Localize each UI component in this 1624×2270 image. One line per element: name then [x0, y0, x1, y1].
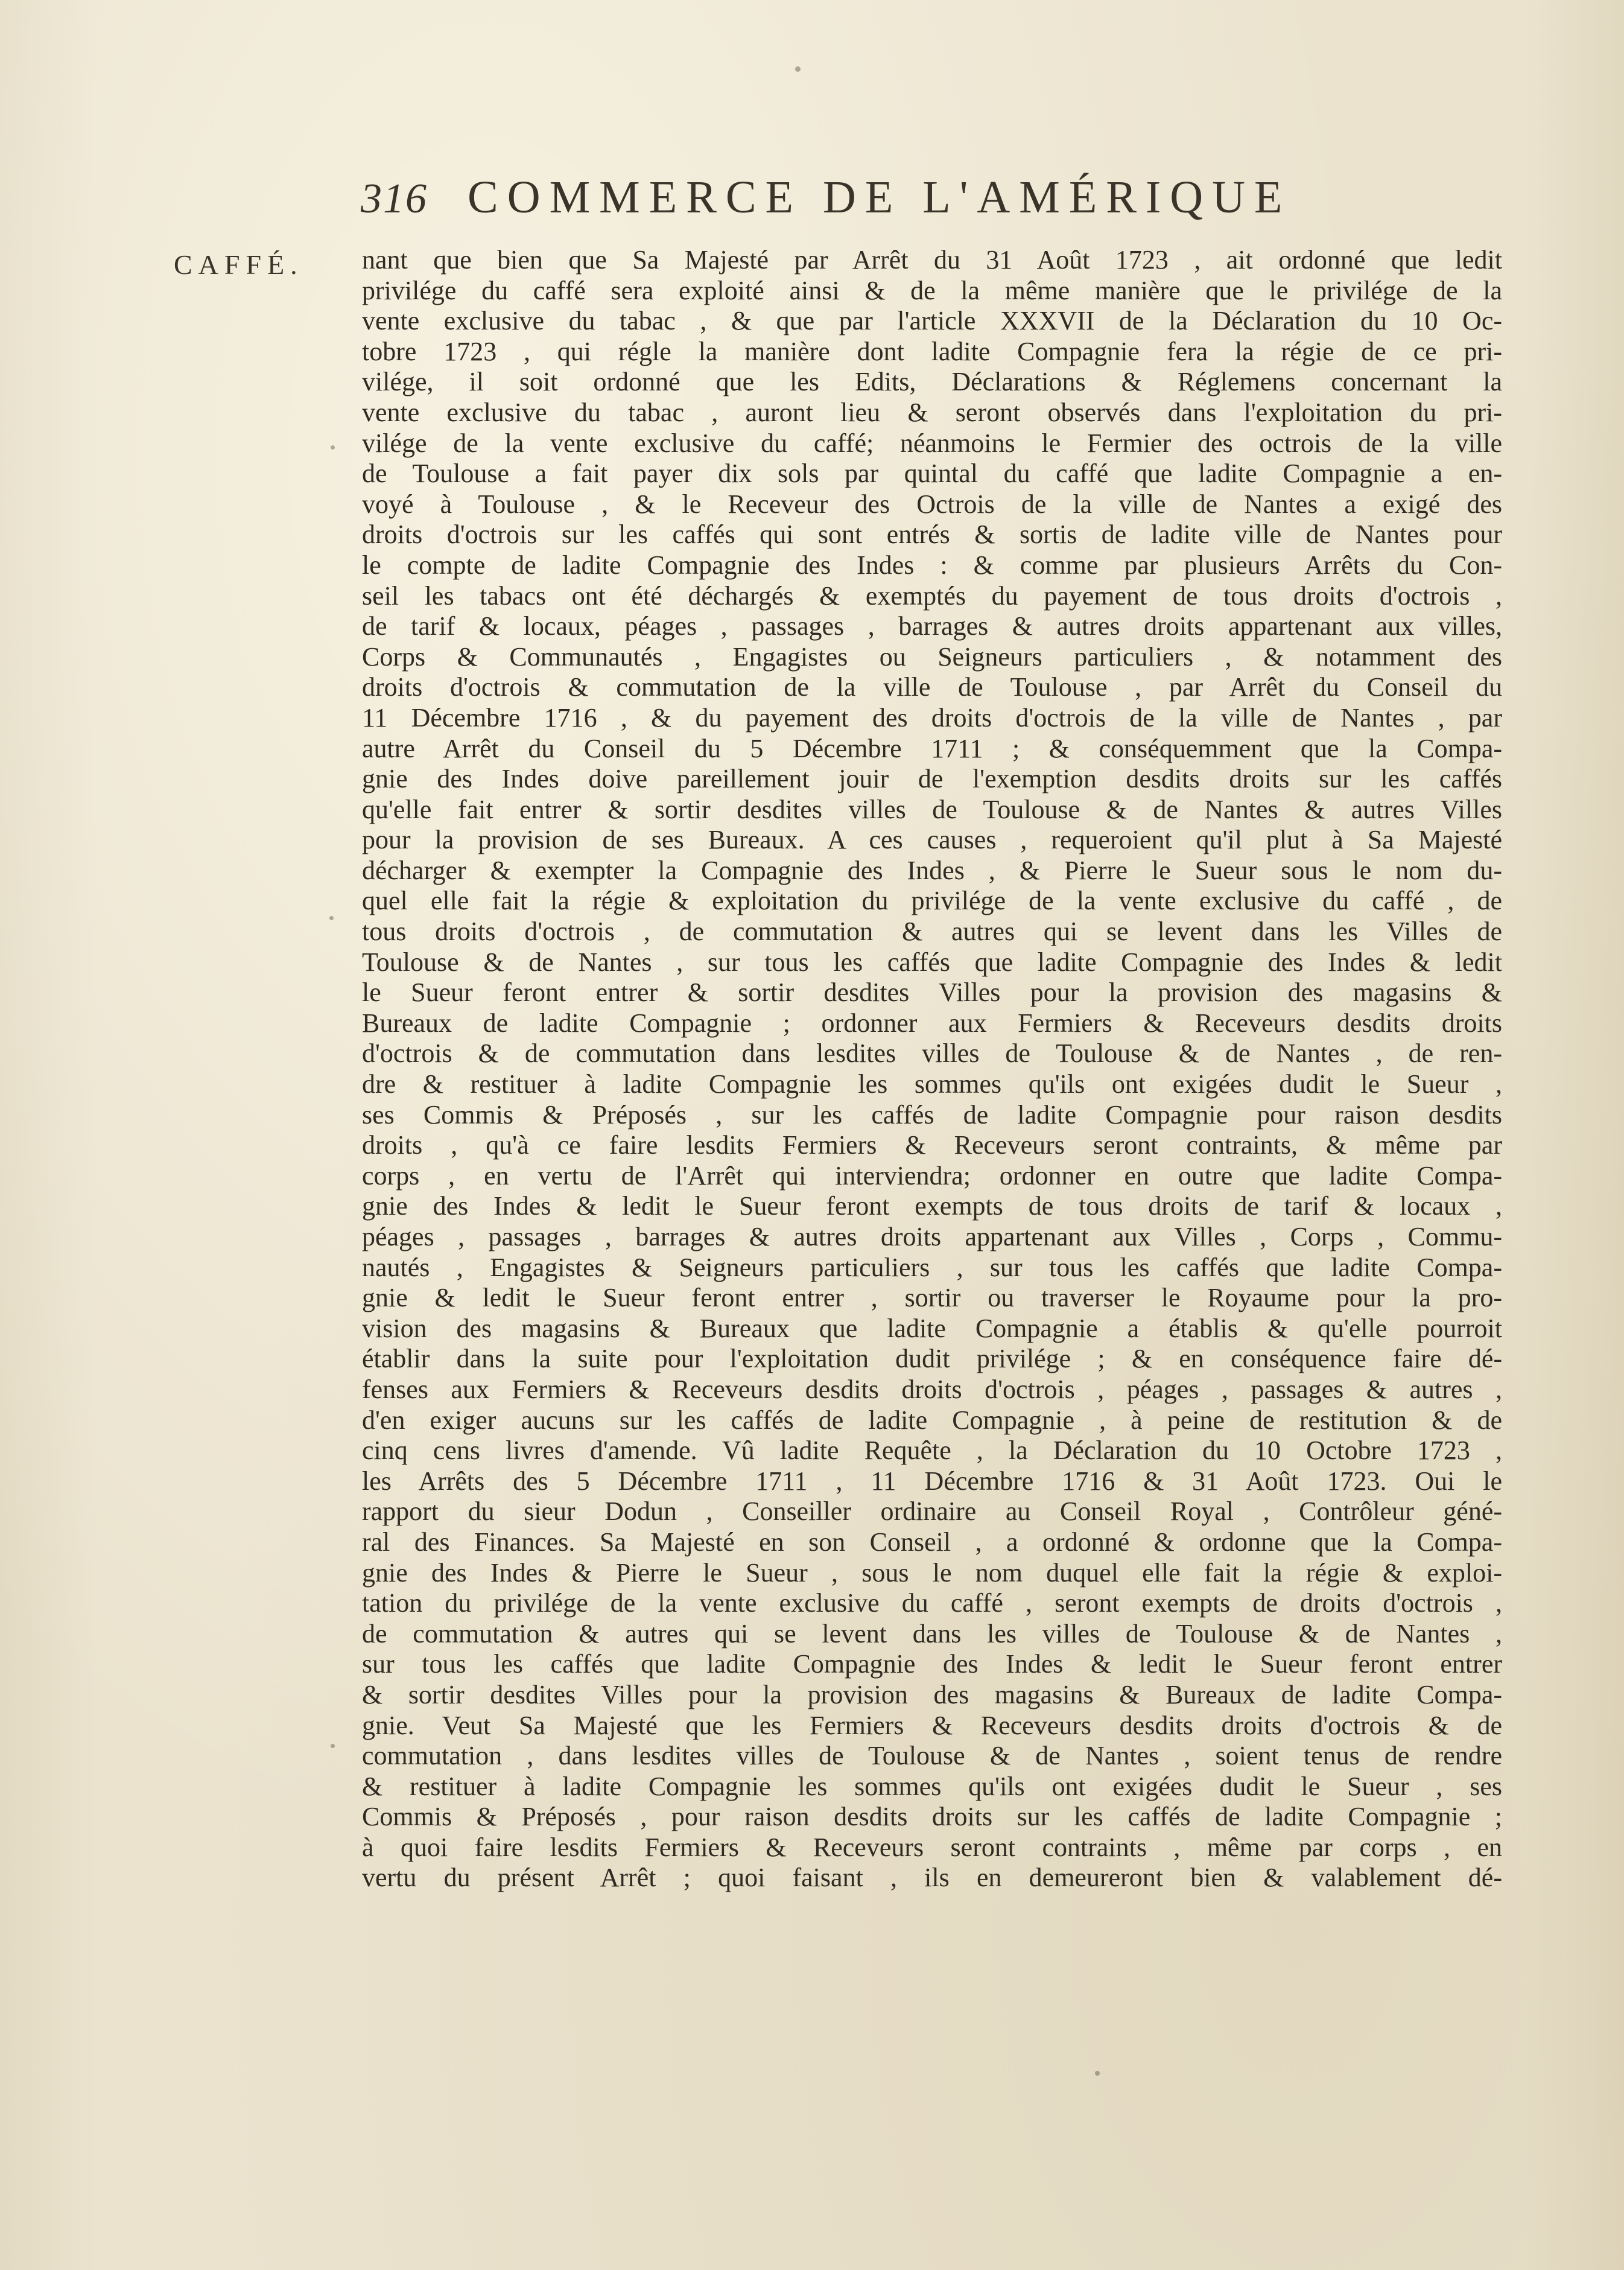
text-line: décharger & exempter la Compagnie des Indes , & Pierre le Sueur sous le nom du-: [362, 855, 1502, 885]
text-line: à quoi faire lesdits Fermiers & Receveurs seront contraints , même par corps , en: [362, 1832, 1502, 1862]
text-line: commutation , dans lesdites villes de Toulouse & de Nantes , soient tenus de rendre: [362, 1741, 1502, 1771]
text-line: vertu du présent Arrêt ; quoi faisant , ils en demeureront bien & valablement dé-: [362, 1863, 1502, 1893]
text-line: corps , en vertu de l'Arrêt qui interviendra; ordonner en outre que ladite Compa-: [362, 1160, 1502, 1191]
text-line: Corps & Communautés , Engagistes ou Seigneurs particuliers , & notamment des: [362, 641, 1502, 672]
text-line: voyé à Toulouse , & le Receveur des Octrois de la ville de Nantes a exigé des: [362, 489, 1502, 519]
text-line: de tarif & locaux, péages , passages , barrages & autres droits appartenant aux villes,: [362, 611, 1502, 641]
text-line: le compte de ladite Compagnie des Indes : & comme par plusieurs Arrêts du Con-: [362, 550, 1502, 580]
text-line: sur tous les caffés que ladite Compagnie des Indes & ledit le Sueur feront entrer: [362, 1649, 1502, 1679]
text-line: droits , qu'à ce faire lesdits Fermiers & Receveurs seront contraints, & même par: [362, 1130, 1502, 1160]
text-line: dre & restituer à ladite Compagnie les sommes qu'ils ont exigées dudit le Sueur ,: [362, 1069, 1502, 1099]
ink-speck: [329, 916, 334, 920]
text-line: tation du privilége de la vente exclusive du caffé , seront exempts de droits d'octrois ,: [362, 1588, 1502, 1618]
text-line: de commutation & autres qui se levent dans les villes de Toulouse & de Nantes ,: [362, 1618, 1502, 1648]
ink-speck: [1095, 2071, 1100, 2076]
text-line: seil les tabacs ont été déchargés & exemptés du payement de tous droits d'octrois ,: [362, 580, 1502, 611]
text-line: qu'elle fait entrer & sortir desdites villes de Toulouse & de Nantes & autres Villes: [362, 794, 1502, 824]
text-line: établir dans la suite pour l'exploitation dudit privilége ; & en conséquence faire dé-: [362, 1344, 1502, 1374]
text-line: le Sueur feront entrer & sortir desdites Villes pour la provision des magasins &: [362, 978, 1502, 1008]
page-number: 316: [361, 176, 428, 222]
text-line: vilége, il soit ordonné que les Edits, Déclarations & Réglemens concernant la: [362, 367, 1502, 397]
text-line: vilége de la vente exclusive du caffé; néanmoins le Fermier des octrois de la ville: [362, 428, 1502, 458]
text-line: & sortir desdites Villes pour la provision des magasins & Bureaux de ladite Compa-: [362, 1679, 1502, 1709]
text-line: Bureaux de ladite Compagnie ; ordonner aux Fermiers & Receveurs desdits droits: [362, 1008, 1502, 1038]
text-line: vente exclusive du tabac , auront lieu & seront observés dans l'exploitation du pri-: [362, 397, 1502, 427]
text-line: nant que bien que Sa Majesté par Arrêt du 31 Août 1723 , ait ordonné que ledit: [362, 245, 1502, 275]
text-line: de Toulouse a fait payer dix sols par quintal du caffé que ladite Compagnie a en-: [362, 459, 1502, 489]
margin-note: CAFFÉ.: [174, 249, 303, 280]
text-line: vente exclusive du tabac , & que par l'article XXXVII de la Déclaration du 10 Oc-: [362, 306, 1502, 336]
text-line: vision des magasins & Bureaux que ladite Compagnie a établis & qu'elle pourroit: [362, 1313, 1502, 1343]
text-line: autre Arrêt du Conseil du 5 Décembre 1711 ; & conséquemment que la Compa-: [362, 733, 1502, 763]
text-line: tobre 1723 , qui régle la manière dont ladite Compagnie fera la régie de ce pri-: [362, 336, 1502, 366]
ink-speck: [331, 445, 335, 450]
text-line: Toulouse & de Nantes , sur tous les caffés que ladite Compagnie des Indes & ledit: [362, 947, 1502, 977]
running-title: COMMERCE DE L'AMÉRIQUE: [468, 172, 1292, 223]
ink-speck: [795, 66, 801, 72]
text-line: rapport du sieur Dodun , Conseiller ordinaire au Conseil Royal , Contrôleur géné-: [362, 1496, 1502, 1527]
text-line: Commis & Préposés , pour raison desdits droits sur les caffés de ladite Compagnie ;: [362, 1802, 1502, 1832]
text-line: & restituer à ladite Compagnie les sommes qu'ils ont exigées dudit le Sueur , ses: [362, 1771, 1502, 1801]
text-line: gnie. Veut Sa Majesté que les Fermiers & Receveurs desdits droits d'octrois & de: [362, 1710, 1502, 1740]
text-line: droits d'octrois & commutation de la ville de Toulouse , par Arrêt du Conseil du: [362, 672, 1502, 702]
text-line: nautés , Engagistes & Seigneurs particuliers , sur tous les caffés que ladite Compa-: [362, 1252, 1502, 1282]
text-line: ral des Finances. Sa Majesté en son Conseil , a ordonné & ordonne que la Compa-: [362, 1527, 1502, 1557]
text-line: gnie des Indes & ledit le Sueur feront exempts de tous droits de tarif & locaux ,: [362, 1191, 1502, 1221]
text-line: cinq cens livres d'amende. Vû ladite Requête , la Déclaration du 10 Octobre 1723 ,: [362, 1435, 1502, 1466]
text-line: d'octrois & de commutation dans lesdites villes de Toulouse & de Nantes , de ren-: [362, 1038, 1502, 1069]
text-line: pour la provision de ses Bureaux. A ces causes , requeroient qu'il plut à Sa Majesté: [362, 825, 1502, 855]
text-line: 11 Décembre 1716 , & du payement des droits d'octrois de la ville de Nantes , par: [362, 702, 1502, 733]
ink-speck: [331, 1744, 335, 1748]
text-line: quel elle fait la régie & exploitation du privilége de la vente exclusive du caffé , de: [362, 886, 1502, 916]
text-line: ses Commis & Préposés , sur les caffés de ladite Compagnie pour raison desdits: [362, 1099, 1502, 1130]
text-line: d'en exiger aucuns sur les caffés de ladite Compagnie , à peine de restitution & de: [362, 1405, 1502, 1435]
text-line: tous droits d'octrois , de commutation & autres qui se levent dans les Villes de: [362, 917, 1502, 947]
body-text: [362, 245, 1502, 1893]
text-line: droits d'octrois sur les caffés qui sont entrés & sortis de ladite ville de Nantes pour: [362, 520, 1502, 550]
text-line: gnie des Indes doive pareillement jouir de l'exemption desdits droits sur les caffés: [362, 764, 1502, 794]
text-line: gnie & ledit le Sueur feront entrer , sortir ou traverser le Royaume pour la pro-: [362, 1283, 1502, 1313]
text-line: privilége du caffé sera exploité ainsi & de la même manière que le privilége de la: [362, 275, 1502, 305]
text-line: fenses aux Fermiers & Receveurs desdits droits d'octrois , péages , passages & autres ,: [362, 1374, 1502, 1404]
text-line: gnie des Indes & Pierre le Sueur , sous le nom duquel elle fait la régie & exploi-: [362, 1557, 1502, 1588]
text-line: les Arrêts des 5 Décembre 1711 , 11 Décembre 1716 & 31 Août 1723. Oui le: [362, 1466, 1502, 1496]
text-line: péages , passages , barrages & autres droits appartenant aux Villes , Corps , Commu-: [362, 1222, 1502, 1251]
